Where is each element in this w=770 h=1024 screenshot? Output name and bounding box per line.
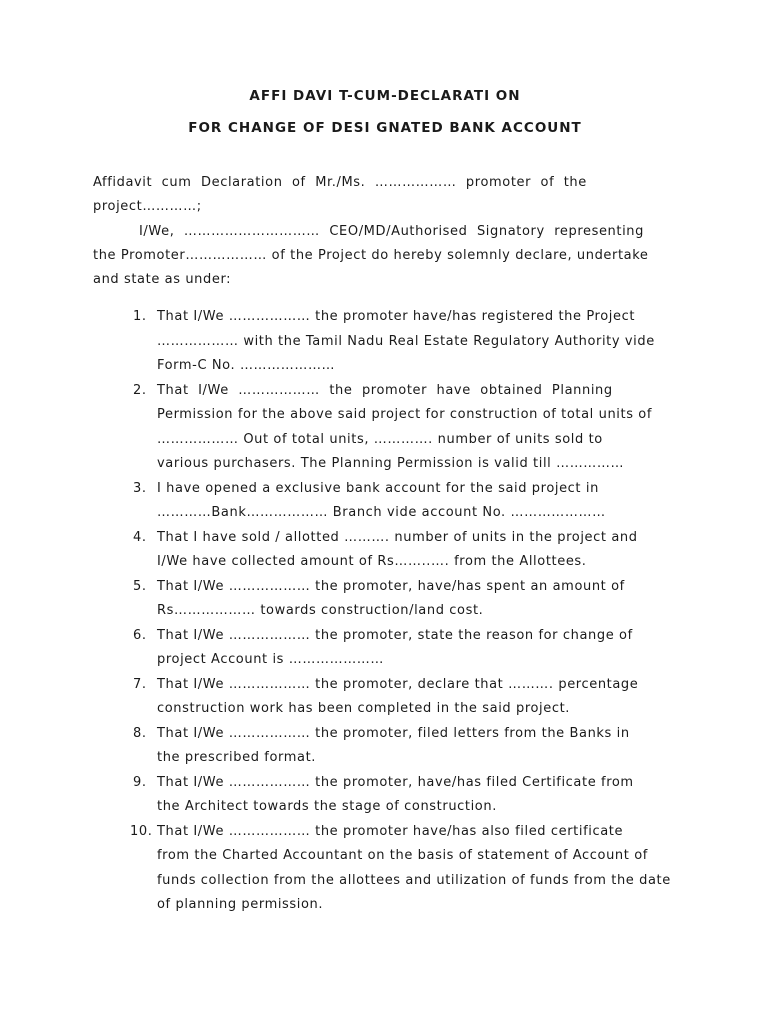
list-item — [93, 624, 677, 673]
list-item-line: That I have sold / allotted ………. number of units in the project and — [157, 529, 638, 545]
list-item — [93, 526, 677, 575]
list-item-line: That I/We ……………… the promoter, have/has filed Certificate from — [157, 774, 634, 790]
list-item — [93, 722, 677, 771]
document-subtitle: FOR CHANGE OF DESI GNATED BANK ACCOUNT — [188, 120, 582, 136]
list-item-line: of planning permission. — [157, 897, 324, 912]
list-item-number: 10. — [130, 823, 153, 839]
list-item — [93, 820, 677, 918]
list-item-number: 1. — [133, 309, 147, 324]
list-item-line: project Account is ………………… — [157, 652, 384, 667]
list-item-line: That I/We ……………… the promoter, state the reason for change of — [157, 627, 633, 643]
list-item-line: That I/We ……………… the promoter have/has also filed certificate — [157, 823, 624, 839]
list-item-line: various purchasers. The Planning Permission is valid till …………… — [157, 456, 625, 471]
list-item-line: Rs……………… towards construction/land cost. — [157, 603, 484, 618]
list-item-line: …………Bank……………… Branch vide account No. ………………… — [157, 505, 606, 520]
list-item-line: Form-C No. ………………… — [157, 358, 336, 373]
declaration-line-3: and state as under: — [93, 272, 232, 287]
list-item-line: I/We have collected amount of Rs……..…. from the Allottees. — [157, 554, 587, 569]
list-item-number: 8. — [133, 725, 147, 741]
list-item-line: That I/We ……………… the promoter, filed letters from the Banks in — [157, 725, 630, 741]
list-item — [93, 477, 677, 526]
list-item-number: 6. — [133, 627, 147, 643]
list-item-number: 5. — [133, 578, 147, 594]
list-item-line: ……………… Out of total units, …………. number of units sold to — [157, 431, 603, 447]
declaration-list — [93, 305, 677, 918]
list-item-line: from the Charted Accountant on the basis of statement of Account of — [157, 848, 648, 863]
list-item-line: construction work has been completed in the said project. — [157, 701, 571, 716]
list-item-number: 2. — [133, 382, 147, 398]
list-item-line: the prescribed format. — [157, 750, 316, 765]
list-item-number: 9. — [133, 774, 147, 790]
list-item-number: 4. — [133, 529, 147, 545]
list-item-line: That I/We ……………… the promoter have/has registered the Project — [157, 309, 636, 324]
list-item-line: That I/We ……………… the promoter, have/has spent an amount of — [157, 578, 625, 594]
declaration-line-2: the Promoter……………… of the Project do hereby solemnly declare, undertake — [93, 248, 649, 263]
list-item-line: That I/We ……………… the promoter have obtained Planning — [157, 382, 613, 398]
list-item-line: funds collection from the allottees and utilization of funds from the date — [157, 872, 671, 888]
list-item — [93, 575, 677, 624]
list-item — [93, 673, 677, 722]
list-item — [93, 379, 677, 477]
list-item-line: That I/We ……………… the promoter, declare that ………. percentage — [157, 676, 639, 692]
intro-paragraph — [93, 171, 677, 219]
list-item-line: ……………… with the Tamil Nadu Real Estate Regulatory Authority vide — [157, 333, 655, 349]
declaration-paragraph — [93, 220, 677, 292]
declaration-line-1: I/We, ………………………… CEO/MD/Authorised Signatory representing — [139, 224, 644, 239]
list-item — [93, 771, 677, 820]
intro-line-2: project…………; — [93, 199, 202, 214]
list-item — [93, 305, 677, 379]
list-item-line: I have opened a exclusive bank account for the said project in — [157, 480, 599, 496]
document-title: AFFI DAVI T-CUM-DECLARATI ON — [249, 88, 521, 104]
list-item-line: the Architect towards the stage of construction. — [157, 799, 497, 814]
list-item-line: Permission for the above said project for construction of total units of — [157, 407, 653, 422]
list-item-number: 3. — [133, 480, 147, 496]
list-item-number: 7. — [133, 676, 147, 692]
intro-line-1: Affidavit cum Declaration of Mr./Ms. ……………… promoter of the — [93, 175, 587, 190]
